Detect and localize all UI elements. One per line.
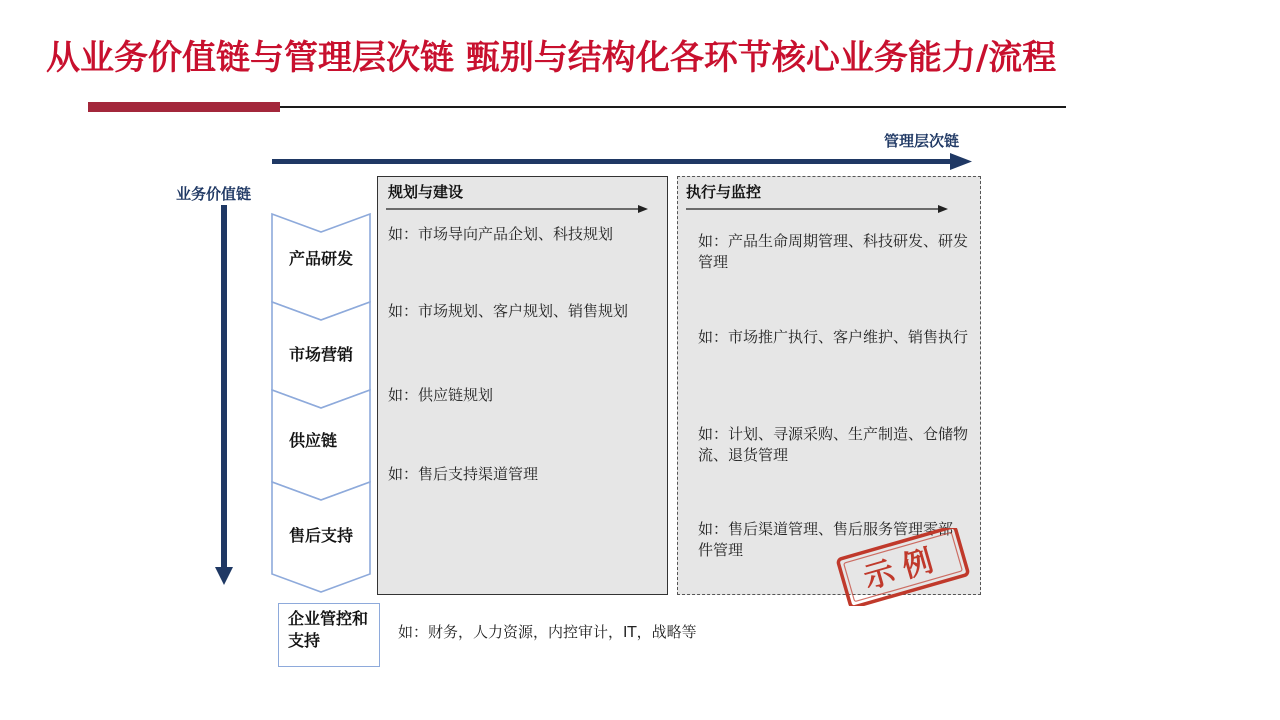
execution-panel-title: 执行与监控 bbox=[686, 183, 762, 201]
execution-arrow bbox=[686, 204, 948, 214]
planning-arrow bbox=[386, 204, 648, 214]
execution-example-marketing: 如：市场推广执行、客户维护、销售执行 bbox=[698, 328, 969, 346]
planning-panel-title: 规划与建设 bbox=[388, 183, 464, 201]
business-value-chain-label: 业务价值链 bbox=[176, 185, 252, 203]
execution-example-product-rd: 如：产品生命周期管理、科技研发、研发管理 bbox=[698, 232, 969, 271]
business-value-chain-arrow bbox=[212, 205, 236, 587]
page-title: 从业务价值链与管理层次链 甄别与结构化各环节核心业务能力/流程 bbox=[46, 38, 1057, 78]
svg-text:示例: 示例 bbox=[860, 540, 947, 597]
execution-example-after-sales: 如：售后渠道管理、售后服务管理零部件管理 bbox=[698, 520, 954, 559]
planning-example-product-rd: 如：市场导向产品企划、科技规划 bbox=[388, 225, 614, 243]
stage-marketing: 市场营销 bbox=[288, 345, 353, 364]
execution-example-supply-chain: 如：计划、寻源采购、生产制造、仓储物流、退货管理 bbox=[698, 425, 969, 464]
planning-example-marketing: 如：市场规划、客户规划、销售规划 bbox=[388, 302, 629, 320]
planning-example-supply-chain: 如：供应链规划 bbox=[388, 386, 494, 404]
example-stamp bbox=[832, 528, 974, 606]
management-chain-arrow bbox=[272, 150, 972, 174]
management-chain-label: 管理层次链 bbox=[884, 132, 960, 150]
title-accent-bar bbox=[88, 102, 280, 112]
stage-after-sales: 售后支持 bbox=[288, 526, 353, 545]
support-label: 企业管控和支持 bbox=[288, 609, 369, 650]
stage-supply-chain: 供应链 bbox=[288, 431, 337, 450]
title-underline bbox=[280, 106, 1066, 108]
planning-example-after-sales: 如：售后支持渠道管理 bbox=[388, 465, 539, 483]
stage-product-rd: 产品研发 bbox=[288, 249, 353, 268]
support-examples: 如：财务，人力资源，内控审计，IT，战略等 bbox=[398, 623, 697, 641]
